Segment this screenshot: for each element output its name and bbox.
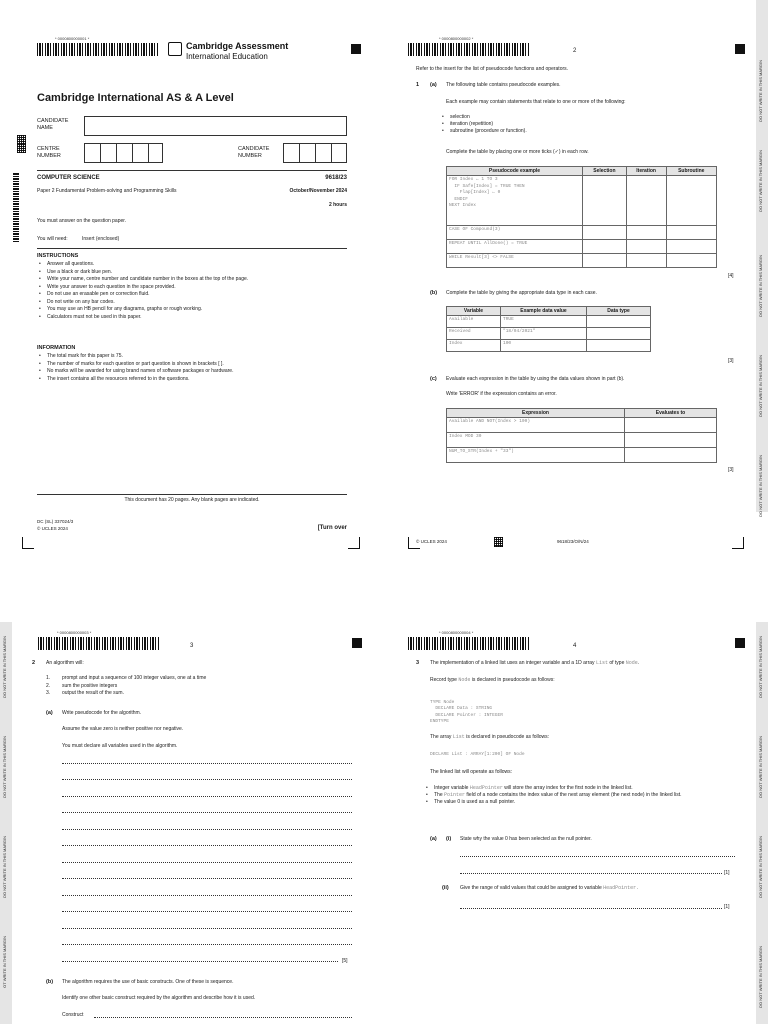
registration-square bbox=[735, 638, 745, 648]
centre-number-label: CENTRE NUMBER bbox=[37, 146, 61, 159]
column-header: Selection bbox=[583, 167, 627, 176]
array-text: The array List is declared in pseudocode as follows: bbox=[430, 734, 550, 740]
column-header: Pseudocode example bbox=[447, 167, 583, 176]
margin-strip: DO NOT WRITE IN THIS MARGIN DO NOT WRITE IN THIS MARGIN DO NOT WRITE IN THIS MARGIN OT WRITE IN THIS MARGIN bbox=[0, 622, 12, 1024]
column-header: Evaluates to bbox=[625, 409, 717, 418]
barcode bbox=[37, 43, 159, 56]
type-code-block: TYPE Node DECLARE Data : STRING DECLARE Pointer : INTEGER ENDTYPE bbox=[430, 699, 503, 724]
table-cell: TRUE bbox=[501, 316, 587, 328]
divider bbox=[37, 170, 347, 171]
turn-over: [Turn over bbox=[317, 525, 347, 531]
barcode-number: * 0000800000002 * bbox=[439, 36, 474, 41]
question-number: 1 bbox=[416, 82, 420, 88]
list-item: • The insert contains all the resources referred to in the questions. bbox=[37, 376, 337, 384]
list-item: • Answer all questions. bbox=[37, 261, 337, 269]
duration: 2 hours bbox=[328, 202, 347, 208]
candidate-number-field[interactable] bbox=[283, 143, 347, 163]
operate-text: The linked list will operate as follows: bbox=[430, 769, 512, 775]
paper-title: Paper 2 Fundamental Problem-solving and Programming Skills bbox=[37, 188, 177, 194]
intro-text: An algorithm will: bbox=[46, 660, 84, 666]
session: October/November 2024 bbox=[289, 188, 347, 194]
column-header: Example data value bbox=[501, 307, 587, 316]
divider bbox=[37, 494, 347, 495]
list-item: • Write your answer to each question in the space provided. bbox=[37, 284, 337, 292]
table-cell: Available bbox=[447, 316, 501, 328]
tick-cell[interactable] bbox=[666, 226, 716, 240]
expression-table bbox=[446, 408, 717, 463]
dc-code: DC (SL) 337024/3 bbox=[37, 519, 74, 524]
table-cell: NUM_TO_STR(Index + "33") bbox=[447, 448, 625, 463]
question-number: 2 bbox=[32, 660, 36, 666]
part-a-text-2: Assume the value zero is neither positive nor negative. bbox=[62, 726, 184, 732]
list-item: • The Pointer field of a node contains the index value of the next array element (the next node) in the linked list. bbox=[424, 792, 744, 799]
tick-cell[interactable] bbox=[583, 226, 627, 240]
list-item: • Integer variable HeadPointer will store the array index for the first node in the linked list. bbox=[424, 785, 744, 792]
centre-number-field[interactable] bbox=[84, 143, 163, 163]
page-number: 4 bbox=[573, 643, 577, 649]
mark: [4] bbox=[728, 273, 734, 279]
mark: [3] bbox=[728, 467, 734, 473]
part-b-text: The algorithm requires the use of basic constructs. One of these is sequence. bbox=[62, 979, 234, 985]
question-number: 3 bbox=[416, 660, 420, 666]
part-a-text: Write pseudocode for the algorithm. bbox=[62, 710, 142, 716]
information-list bbox=[37, 353, 337, 383]
table-cell: CASE OF Compound(3) bbox=[447, 226, 583, 240]
part-label: (b) bbox=[430, 290, 438, 296]
part-label: (c) bbox=[430, 376, 437, 382]
list-item: • Do not use an erasable pen or correction fluid. bbox=[37, 291, 337, 299]
instructions-heading: INSTRUCTIONS bbox=[37, 253, 79, 259]
need-label: You will need: bbox=[37, 236, 68, 242]
construct-list bbox=[440, 114, 527, 135]
answer-cell[interactable] bbox=[625, 433, 717, 448]
list-item: output the result of the sum. bbox=[62, 690, 124, 696]
step-numbers: 1. 2. 3. bbox=[46, 675, 51, 696]
margin-strip: DO NOT WRITE IN THIS MARGIN DO NOT WRITE IN THIS MARGIN DO NOT WRITE IN THIS MARGIN DO NOT WRITE IN THIS MARGIN DO NOT WRITE IN THIS MARGIN bbox=[756, 0, 768, 512]
linked-list-rules bbox=[424, 785, 744, 806]
part-a-instruction: Complete the table by placing one or more ticks (✓) in each row. bbox=[446, 149, 589, 155]
construct-label: Construct bbox=[62, 1012, 84, 1018]
registration-square bbox=[735, 44, 745, 54]
registration-square bbox=[352, 638, 362, 648]
mark: [1] bbox=[724, 870, 730, 876]
copyright: © UCLES 2024 bbox=[416, 539, 447, 544]
answer-cell[interactable] bbox=[625, 418, 717, 433]
need-value: Insert (enclosed) bbox=[82, 236, 120, 242]
part-b-text-2: Identify one other basic construct required by the algorithm and describe how it is used. bbox=[62, 995, 256, 1001]
data-type-table bbox=[446, 306, 651, 352]
list-item: • No marks will be awarded for using brand names of software packages or hardware. bbox=[37, 368, 337, 376]
declare-code: DECLARE List : ARRAY[1:200] OF Node bbox=[430, 752, 525, 757]
instructions-list bbox=[37, 261, 337, 321]
sub-part-label: (i) bbox=[446, 836, 452, 842]
tick-cell[interactable] bbox=[666, 240, 716, 254]
answer-cell[interactable] bbox=[587, 340, 651, 352]
page-4 bbox=[384, 512, 768, 1024]
column-header: Data type bbox=[587, 307, 651, 316]
copyright: © UCLES 2024 bbox=[37, 526, 68, 531]
table-cell: REPEAT UNTIL AllDone() = TRUE bbox=[447, 240, 583, 254]
answer-line[interactable] bbox=[94, 1017, 352, 1018]
answer-line[interactable] bbox=[460, 856, 735, 857]
list-item: • Write your name, centre number and candidate number in the boxes at the top of the page. bbox=[37, 276, 337, 284]
tick-cell[interactable] bbox=[583, 176, 627, 226]
list-item: • Calculators must not be used in this paper. bbox=[37, 314, 337, 322]
page-title: Cambridge International AS & A Level bbox=[37, 92, 234, 104]
barcode-number: * 0000800000003 * bbox=[57, 630, 92, 635]
barcode-number: * 0000800000004 * bbox=[439, 630, 474, 635]
mark: [5] bbox=[342, 958, 348, 964]
record-text: Record type Node is declared in pseudocode as follows: bbox=[430, 677, 555, 683]
logo-line-1: Cambridge Assessment bbox=[186, 41, 289, 51]
answer-cell[interactable] bbox=[625, 448, 717, 463]
table-cell: FOR Index ← 1 TO 3 IF Safe[Index] = TRUE THEN Flap[Index] ← 0 ENDIF NEXT Index bbox=[447, 176, 583, 226]
table-cell: 100 bbox=[501, 340, 587, 352]
information-heading: INFORMATION bbox=[37, 345, 76, 351]
list-item: • iteration (repetition) bbox=[440, 121, 527, 128]
tick-cell[interactable] bbox=[626, 226, 666, 240]
tick-cell[interactable] bbox=[583, 240, 627, 254]
paper-code: 9618/23/O/N/24 bbox=[557, 539, 589, 544]
list-item: • The number of marks for each question or part question is shown in brackets [ ]. bbox=[37, 361, 337, 369]
answer-note: You must answer on the question paper. bbox=[37, 218, 127, 224]
list-item: • selection bbox=[440, 114, 527, 121]
tick-cell[interactable] bbox=[626, 240, 666, 254]
cambridge-crest-icon bbox=[168, 42, 182, 56]
list-item: • Do not write on any bar codes. bbox=[37, 299, 337, 307]
tick-cell[interactable] bbox=[666, 254, 716, 268]
tick-cell[interactable] bbox=[583, 254, 627, 268]
answer-line[interactable] bbox=[460, 908, 722, 909]
paper-code: 9618/23 bbox=[325, 175, 347, 181]
list-item: • You may use an HB pencil for any diagrams, graphs or rough working. bbox=[37, 306, 337, 314]
candidate-name-field[interactable] bbox=[84, 116, 347, 136]
tick-cell[interactable] bbox=[666, 176, 716, 226]
qr-code bbox=[17, 144, 26, 153]
table-cell: "18/04/2021" bbox=[501, 328, 587, 340]
list-item: • The value 0 is used as a null pointer. bbox=[424, 799, 744, 806]
barcode bbox=[408, 43, 530, 56]
pages-note: This document has 20 pages. Any blank pages are indicated. bbox=[124, 497, 260, 503]
column-header: Subroutine bbox=[666, 167, 716, 176]
part-a-text-2: Each example may contain statements that relate to one or more of the following: bbox=[446, 99, 626, 105]
page-number: 2 bbox=[573, 48, 577, 54]
table-cell: Index MOD 30 bbox=[447, 433, 625, 448]
side-barcode bbox=[13, 172, 19, 242]
divider bbox=[37, 248, 347, 249]
page-1 bbox=[0, 0, 384, 531]
steps-list bbox=[62, 675, 206, 698]
answer-cell[interactable] bbox=[587, 316, 651, 328]
tick-cell[interactable] bbox=[626, 176, 666, 226]
column-header: Expression bbox=[447, 409, 625, 418]
answer-cell[interactable] bbox=[587, 328, 651, 340]
page-2 bbox=[384, 0, 768, 517]
list-item: sum the positive integers bbox=[62, 682, 118, 689]
column-header: Iteration bbox=[626, 167, 666, 176]
part-label: (b) bbox=[46, 979, 54, 985]
part-a-text: The following table contains pseudocode examples. bbox=[446, 82, 561, 88]
part-label: (a) bbox=[46, 710, 53, 716]
part-b-text: Complete the table by giving the appropriate data type in each case. bbox=[446, 290, 597, 296]
mark: [1] bbox=[724, 904, 730, 910]
mark: [3] bbox=[728, 358, 734, 364]
candidate-number-label: CANDIDATE NUMBER bbox=[238, 146, 270, 159]
table-cell: Available AND NOT(Index > 100) bbox=[447, 418, 625, 433]
margin-strip: DO NOT WRITE IN THIS MARGIN DO NOT WRITE IN THIS MARGIN DO NOT WRITE IN THIS MARGIN DO NOT WRITE IN THIS MARGIN bbox=[756, 622, 768, 1024]
part-i-text: State why the value 0 has been selected as the null pointer. bbox=[460, 836, 592, 842]
candidate-name-label: CANDIDATE NAME bbox=[37, 118, 69, 131]
tick-cell[interactable] bbox=[626, 254, 666, 268]
pseudocode-table bbox=[446, 166, 717, 268]
page-3 bbox=[0, 512, 384, 1024]
intro-text: The implementation of a linked list uses an integer variable and a 1D array List of type Node. bbox=[430, 660, 640, 666]
table-cell: Received bbox=[447, 328, 501, 340]
qr-code bbox=[17, 135, 26, 144]
list-item: prompt and input a sequence of 100 integer values, one at a time bbox=[62, 675, 207, 681]
table-cell: Index bbox=[447, 340, 501, 352]
registration-square bbox=[351, 44, 361, 54]
part-c-text: Evaluate each expression in the table by using the data values shown in part (b). bbox=[446, 376, 625, 382]
column-header: Variable bbox=[447, 307, 501, 316]
list-item: • subroutine (procedure or function). bbox=[440, 128, 527, 135]
list-item: • The total mark for this paper is 75. bbox=[37, 353, 337, 361]
intro-text: Refer to the insert for the list of pseudocode functions and operators. bbox=[416, 66, 569, 72]
part-label: (a) bbox=[430, 82, 437, 88]
list-item: • Use a black or dark blue pen. bbox=[37, 269, 337, 277]
part-ii-text: Give the range of valid values that could be assigned to variable HeadPointer. bbox=[460, 885, 640, 891]
part-a-text-3: You must declare all variables used in the algorithm. bbox=[62, 743, 178, 749]
subject: COMPUTER SCIENCE bbox=[37, 175, 100, 181]
part-c-text-2: Write 'ERROR' if the expression contains an error. bbox=[446, 391, 557, 397]
sub-part-label: (ii) bbox=[442, 885, 449, 891]
logo-line-2: International Education bbox=[186, 52, 268, 61]
table-cell: WHILE Result[3] <> FALSE bbox=[447, 254, 583, 268]
part-label: (a) bbox=[430, 836, 437, 842]
answer-line[interactable] bbox=[460, 873, 722, 874]
barcode bbox=[38, 637, 160, 650]
barcode bbox=[408, 637, 530, 650]
barcode-number: * 0000800000001 * bbox=[55, 36, 90, 41]
page-number: 3 bbox=[190, 643, 194, 649]
